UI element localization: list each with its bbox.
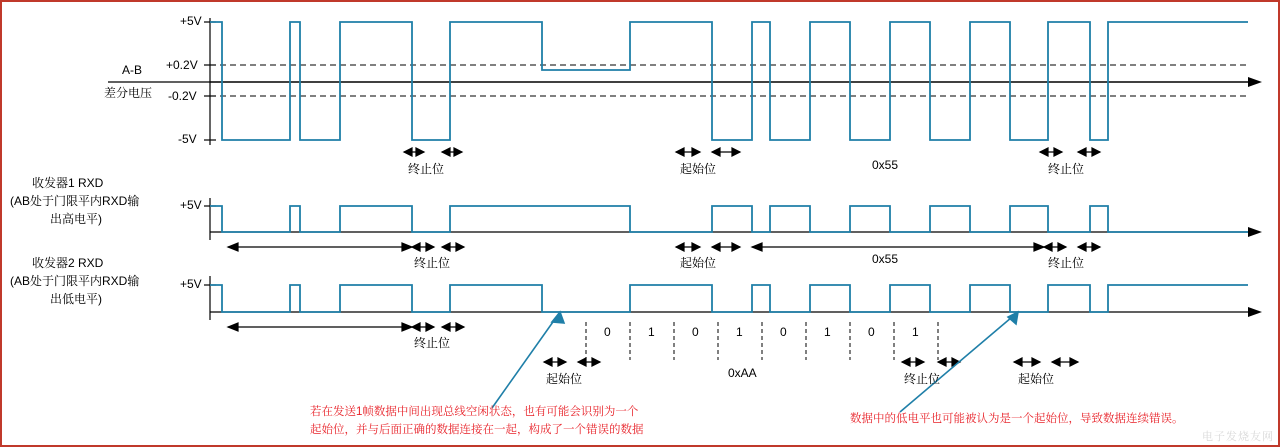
bit-separators <box>586 322 938 360</box>
axis-label-minus02: -0.2V <box>168 89 197 103</box>
row3-stopbit-label: 终止位 <box>414 336 451 350</box>
watermark: 电子发烧友网 <box>1202 431 1274 443</box>
axis-label-plus5-row2: +5V <box>180 198 202 212</box>
row2-stopbit-marker <box>412 243 464 251</box>
row3-label-line1: 收发器2 RXD <box>32 256 104 270</box>
row1-stopbit-marker <box>404 148 462 156</box>
row1-data55-label: 0x55 <box>872 158 899 172</box>
bit-value-3: 1 <box>736 325 743 339</box>
row3-stopbit-marker-2 <box>902 358 960 366</box>
row2-stopbit-label-2: 终止位 <box>1048 256 1085 270</box>
row1-startbit-label: 起始位 <box>680 162 717 176</box>
row1-label-line2: 差分电压 <box>104 86 153 100</box>
row2-label-line3: 出高电平) <box>50 212 102 226</box>
row3-startbit-marker-2 <box>1014 358 1078 366</box>
row3-startbit-label: 起始位 <box>546 372 583 386</box>
row2-label-line2: (AB处于门限平内RXD输 <box>10 194 140 208</box>
row2-rxd-waveform <box>210 206 1248 232</box>
row3-stopbit-label-2: 终止位 <box>904 372 941 386</box>
row2-startbit-marker <box>676 243 740 251</box>
bit-value-4: 0 <box>780 325 787 339</box>
row2-data55-label: 0x55 <box>872 252 899 266</box>
row3-startbit-marker <box>544 358 600 366</box>
row2-stopbit-label: 终止位 <box>414 256 451 270</box>
axis-label-plus5-row1: +5V <box>180 14 202 28</box>
row3-axis-arrow <box>1248 307 1262 317</box>
row3-dataAA-label: 0xAA <box>728 366 757 380</box>
row1-startbit-marker <box>676 148 740 156</box>
bit-value-2: 0 <box>692 325 699 339</box>
row1-label-line1: A-B <box>122 63 143 77</box>
axis-label-minus5: -5V <box>178 132 197 146</box>
row3-span-arrow <box>228 323 412 331</box>
bit-value-6: 0 <box>868 325 875 339</box>
row2-data-span <box>752 243 1044 251</box>
annotation-left-line1: 若在发送1帧数据中间出现总线空闲状态，也有可能会识别为一个 <box>310 406 639 418</box>
annotation-right: 数据中的低电平也可能被认为是一个起始位，导致数据连续错误。 <box>850 413 1184 425</box>
annotation-left-line2: 起始位，并与后面正确的数据连接在一起，构成了一个错误的数据 <box>310 424 644 436</box>
row3-startbit-label-2: 起始位 <box>1018 372 1055 386</box>
row2-label-line1: 收发器1 RXD <box>32 176 104 190</box>
bit-value-0: 0 <box>604 325 611 339</box>
row3-rxd-waveform <box>210 285 1248 312</box>
axis-label-plus02: +0.2V <box>166 58 198 72</box>
row3-stopbit-marker <box>412 323 464 331</box>
row1-stopbit-marker-2 <box>1040 148 1100 156</box>
row2-startbit-label: 起始位 <box>680 256 717 270</box>
row1-axis-arrow <box>1248 77 1262 87</box>
row1-differential-waveform <box>210 22 1248 140</box>
row1-stopbit-label: 终止位 <box>408 162 445 176</box>
row2-axis-arrow <box>1248 227 1262 237</box>
bit-value-7: 1 <box>912 325 919 339</box>
bit-value-5: 1 <box>824 325 831 339</box>
row2-span-arrow <box>228 243 412 251</box>
axis-label-plus5-row3: +5V <box>180 277 202 291</box>
row1-stopbit-label-2: 终止位 <box>1048 162 1085 176</box>
row3-label-line2: (AB处于门限平内RXD输 <box>10 274 140 288</box>
row3-label-line3: 出低电平) <box>50 292 102 306</box>
row2-stopbit-marker-2 <box>1044 243 1100 251</box>
bit-value-1: 1 <box>648 325 655 339</box>
